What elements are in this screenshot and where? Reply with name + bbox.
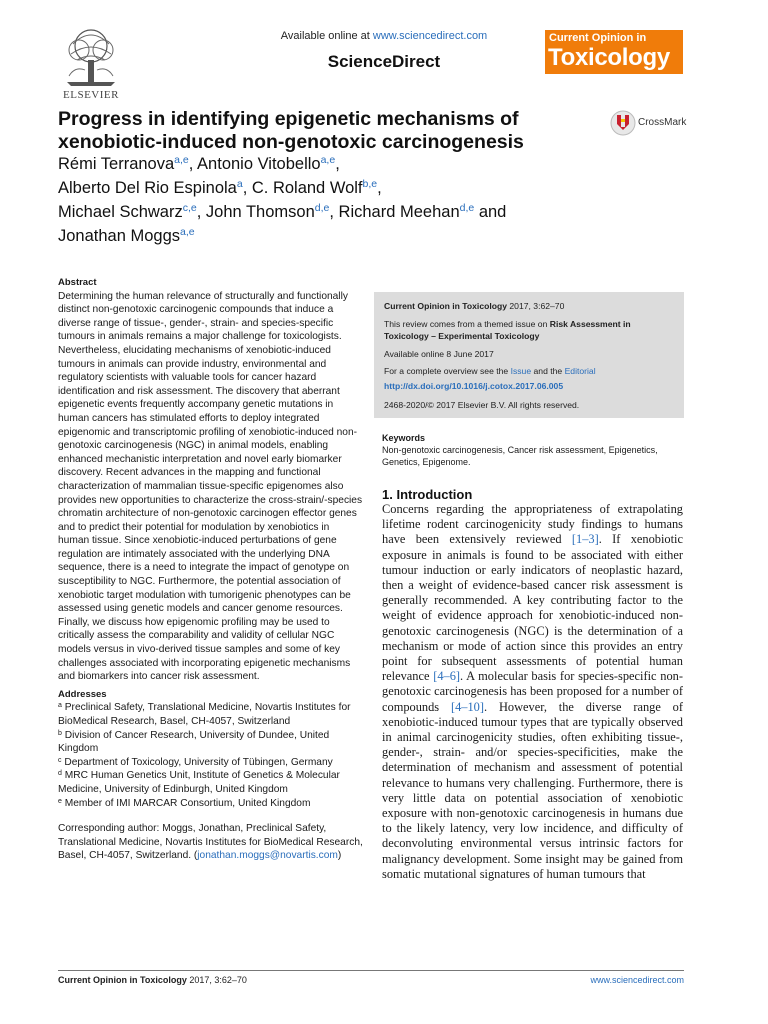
infobox-overview-prefix: For a complete overview see the (384, 366, 511, 376)
author-affiliation[interactable]: d,e (314, 202, 330, 214)
infobox-rights: 2468-2020/© 2017 Elsevier B.V. All rights reserved. (384, 400, 580, 410)
infobox-theme (384, 319, 676, 342)
author-separator: , (242, 179, 252, 197)
intro-part: . If xenobiotic exposure in animals is found to be associated with either tumour induction or early indicators of neoplastic hazard, then a weight of evidence-based cancer risk assessment is generally recommended. A key contributing factor to the weight of evidence approach for xenobiotic-induced non-genotoxic carcinogenesis (NGC) is the determination of a mechanism or mode of action since this provides an entry point for subsequent assessments of potential human relevance (382, 532, 683, 684)
journal-badge-line2: Toxicology (548, 44, 670, 71)
address-key: d (58, 770, 62, 778)
address-key: b (58, 729, 62, 737)
author-list (58, 152, 618, 248)
footer-url-link[interactable]: www.sciencedirect.com (590, 975, 684, 985)
reference-link[interactable]: [4–6] (433, 669, 461, 684)
corresponding-close: ) (337, 850, 342, 862)
address-text: Department of Toxicology, University of Tübingen, Germany (64, 756, 333, 768)
address-text: Division of Cancer Research, University of Dundee, United Kingdom (58, 729, 330, 755)
author[interactable]: Alberto Del Rio Espinola (58, 179, 237, 197)
address-key: a (58, 702, 62, 710)
author[interactable]: C. Roland Wolf (251, 179, 363, 197)
address-item (58, 729, 363, 756)
infobox-theme-title: Risk Assessment in Toxicology – Experimental Toxicology (384, 319, 631, 341)
issue-link[interactable]: Issue (510, 366, 532, 376)
address-item (58, 756, 363, 770)
footer-citation-text: 2017, 3:62–70 (186, 975, 247, 985)
corresponding-text: Corresponding author: Moggs, Jonathan, Preclinical Safety, Translational Medicine, Novartis Institutes for BioMedical Research, Basel, CH-4057, Switzerland. ( (58, 823, 363, 862)
author-affiliation[interactable]: c,e (182, 202, 197, 214)
keywords-text: Non-genotoxic carcinogenesis, Cancer risk assessment, Epigenetics, Genetics, Epigenome. (382, 445, 658, 467)
infobox-citation-text: 2017, 3:62–70 (507, 301, 565, 311)
author[interactable]: Rémi Terranova (58, 155, 175, 173)
left-column (58, 276, 363, 863)
abstract-text: Determining the human relevance of structurally and functionally distinct non-genotoxic carcinogenic compounds that induce a diverse range of tissue-, gender-, strain- and species-specific tumours in animals remains a major challenge for toxicologists. Nevertheless, elucidating mechanisms of xenobiotic-induced tumours in animals can provide industry, environmental and regulatory scientists with valuable tools for cancer hazard identification and risk assessment. The discovery that aberrant epigenetic events frequently accompany genetic mutations in human cancers has stimulated efforts to deploy integrated epigenomic and transcriptomic profiling of xenobiotic-induced non-genotoxic carcinogenesis (NGC) in animal models, enabling enhanced mechanistic interpretation and novel early biomarker discovery. Recent advances in the mapping and functional characterization of mammalian tissue-specific epigenomes also provides new opportunities to characterize the cross-strain/-species chromatin architecture of non-genotoxic carcinogen effector genes and to predict their potential for modulation by xenobiotics in human tissue. Since xenobiotic-induced perturbations of gene regulation are intimately associated with the underlying DNA sequence, there is a need to integrate the impact of genotype on susceptibility to NGC. Furthermore, the potential association of xenobiotic target modulation with tumorigenic phenotypes can be assessed using genetic models and cancer genome resources. Finally, we discuss how epigenomic profiling may be used to critically assess the comparability and validity of cellular NGC models versus in vivo-derived tissue samples and some of key challenges associated with incorporating epigenetic mechanisms and biomarkers into cancer risk assessment. (58, 290, 363, 683)
author-affiliation[interactable]: d,e (459, 202, 475, 214)
infobox-doi-row (384, 381, 676, 393)
journal-badge-line1: Current Opinion in (549, 32, 647, 44)
intro-part: Concerns regarding the appropriateness of extrapolating lifetime rodent carcinogenicity study findings to humans have been extensively reviewed (382, 502, 683, 547)
addresses-heading: Addresses (58, 688, 107, 700)
intro-part: . A molecular basis for species-specific non-genotoxic carcinogenesis has been proposed for a number of compounds (382, 669, 683, 714)
infobox-theme-prefix: This review comes from a themed issue on (384, 319, 550, 329)
infobox-journal: Current Opinion in Toxicology (384, 301, 508, 311)
author[interactable]: Jonathan Moggs (58, 227, 181, 245)
intro-part: . However, the diverse range of xenobiotic-induced tumour types that are typically observed in animal carcinogenicity studies, often exhibiting tissue-, gender-, strain- and/or species-specificities, make the determination of mechanism and assessment of potential relevance to humans very challenging. Furthermore, there is very little data on potential association of xenobiotic exposure with non-genotoxic carcinogenesis in humans due to the likely latency, very low incidence, and difficulty of deconvoluting environmental versus intrinsic factors for malignancy development. Some insight may be gained from somatic mutational signatures of human tumours that (382, 699, 684, 881)
reference-link[interactable]: [4–10] (450, 699, 485, 714)
footer-divider (58, 970, 684, 971)
author[interactable]: Michael Schwarz (58, 203, 183, 221)
author[interactable]: Antonio Vitobello (197, 155, 321, 173)
author-separator: , (196, 203, 206, 221)
editorial-link[interactable]: Editorial (564, 366, 596, 376)
address-key: e (58, 797, 62, 805)
abstract-heading: Abstract (58, 277, 97, 288)
author-affiliation[interactable]: a,e (180, 226, 195, 238)
infobox-available: Available online 8 June 2017 (384, 349, 494, 359)
infobox-overview-mid: and the (531, 366, 565, 376)
address-key: c (58, 756, 62, 764)
sciencedirect-link[interactable]: www.sciencedirect.com (372, 30, 488, 42)
introduction-heading: 1. Introduction (382, 487, 473, 502)
address-item (58, 797, 363, 811)
author[interactable]: Richard Meehan (338, 203, 460, 221)
footer-journal: Current Opinion in Toxicology (58, 975, 187, 985)
author-separator: , (329, 203, 339, 221)
sciencedirect-brand: ScienceDirect (327, 52, 441, 71)
author-separator: and (474, 203, 507, 221)
keywords-section (382, 432, 682, 468)
infobox-citation (384, 301, 676, 313)
author-affiliation[interactable]: a,e (174, 154, 189, 166)
introduction-text (382, 502, 683, 882)
author[interactable]: John Thomson (205, 203, 315, 221)
address-text: Preclinical Safety, Translational Medicine, Novartis Institutes for BioMedical Research, Basel, CH-4057, Switzerland (58, 702, 351, 727)
crossmark-icon (610, 110, 636, 136)
address-item (58, 701, 363, 728)
infobox-overview (384, 366, 676, 378)
address-text: Member of IMI MARCAR Consortium, United Kingdom (64, 797, 311, 809)
doi-link[interactable]: http://dx.doi.org/10.1016/j.cotox.2017.06.005 (384, 381, 564, 391)
article-info-box (374, 292, 684, 418)
author-separator: , (335, 155, 340, 173)
author-separator: , (188, 155, 198, 173)
crossmark-button[interactable] (610, 110, 690, 136)
author-separator: , (377, 179, 382, 197)
corresponding-author (58, 822, 363, 863)
keywords-heading: Keywords (382, 433, 426, 443)
reference-link[interactable]: [1–3] (571, 532, 599, 547)
available-prefix: Available online at (280, 30, 373, 42)
address-item (58, 769, 363, 796)
author-affiliation[interactable]: b,e (362, 178, 378, 190)
addresses-section (58, 688, 363, 810)
elsevier-wordmark: ELSEVIER (63, 89, 119, 101)
article-title: Progress in identifying epigenetic mechanisms of xenobiotic-induced non-genotoxic carcinogenesis (58, 108, 524, 153)
author-affiliation[interactable]: a (236, 178, 243, 190)
address-text: MRC Human Genetics Unit, Institute of Genetics & Molecular Medicine, University of Edinburgh, United Kingdom (58, 770, 340, 795)
email-link[interactable]: jonathan.moggs@novartis.com (197, 850, 338, 862)
author-affiliation[interactable]: a,e (320, 154, 336, 166)
journal-badge (545, 30, 683, 74)
crossmark-label: CrossMark (638, 117, 687, 128)
